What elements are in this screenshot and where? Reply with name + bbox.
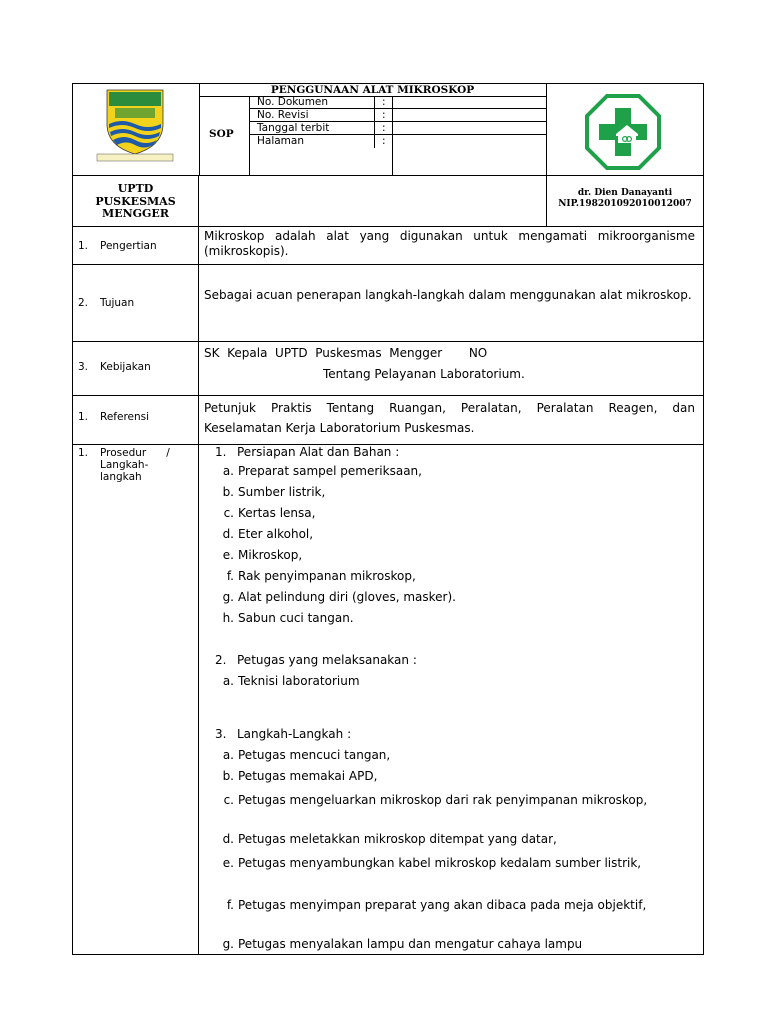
list-item: d. Petugas meletakkan mikroskop ditempat yang datar, [222, 832, 557, 846]
label-kebijakan: 3. Kebijakan [78, 361, 151, 373]
list-item: g. Alat pelindung diri (gloves, masker). [222, 590, 456, 604]
list-item: f. Rak penyimpanan mikroskop, [226, 569, 416, 583]
text-tujuan: Sebagai acuan penerapan langkah-langkah dalam menggunakan alat mikroskop. [204, 288, 692, 302]
procedure-group-3-title: Langkah-Langkah : [237, 727, 352, 741]
text-referensi: Petunjuk Praktis Tentang Ruangan, Peralatan, Peralatan Reagen, dan Keselamatan Kerja Laboratorium Puskesmas. [204, 401, 695, 435]
meta-tanggal-terbit: Tanggal terbit : [249, 122, 546, 135]
list-item: b. Sumber listrik, [222, 485, 326, 499]
list-item: e. Petugas menyambungkan kabel mikroskop kedalam sumber listrik, [222, 856, 642, 870]
sop-document [72, 83, 704, 955]
label-referensi: 1. Referensi [78, 411, 150, 423]
list-item: h. Sabun cuci tangan. [222, 611, 354, 625]
section-kebijakan [73, 342, 703, 396]
list-item: e. Mikroskop, [222, 548, 303, 562]
org-name: UPTD PUSKESMAS MENGGER [95, 182, 176, 220]
procedure-group-1-num: 1. [215, 445, 227, 459]
sop-label: SOP [209, 128, 234, 140]
section-tujuan [73, 265, 703, 342]
list-item: b. Petugas memakai APD, [222, 769, 378, 783]
label-prosedur: 1. Prosedur / Langkah- langkah [78, 447, 170, 483]
procedure-group-2-num: 2. [215, 653, 227, 667]
text-kebijakan-line2: Tentang Pelayanan Laboratorium. [323, 367, 525, 381]
label-tujuan: 2. Tujuan [78, 297, 135, 309]
section-prosedur [73, 445, 703, 954]
procedure-group-1-title: Persiapan Alat dan Bahan : [237, 445, 400, 459]
list-item: a. Petugas mencuci tangan, [222, 748, 391, 762]
procedure-group-3-num: 3. [215, 727, 227, 741]
text-pengertian: Mikroskop adalah alat yang digunakan untuk mengamati mikroorganisme (mikroskopis). [204, 229, 695, 258]
signatory-name: dr. Dien Danayanti [577, 188, 673, 198]
list-item: c. Petugas mengeluarkan mikroskop dari rak penyimpanan mikroskop, [223, 793, 648, 807]
text-kebijakan-line1: SK Kepala UPTD Puskesmas Mengger NO [204, 346, 488, 360]
puskesmas-cross-icon [583, 92, 663, 172]
org-row [73, 176, 703, 227]
meta-no-revisi: No. Revisi : [249, 109, 546, 122]
sop-cell [199, 84, 546, 176]
section-referensi [73, 396, 703, 445]
list-item: f. Petugas menyimpan preparat yang akan dibaca pada meja objektif, [226, 898, 647, 912]
signatory [547, 188, 703, 210]
list-item: c. Kertas lensa, [223, 506, 316, 520]
list-item: a. Preparat sampel pemeriksaan, [222, 464, 422, 478]
signatory-nip: NIP.198201092010012007 [558, 199, 692, 209]
city-emblem-icon [73, 84, 198, 176]
meta-halaman: Halaman : [257, 135, 386, 147]
list-item: a. Teknisi laboratorium [222, 674, 360, 688]
logo-cell [73, 84, 198, 176]
procedure-group-2-title: Petugas yang melaksanakan : [237, 653, 417, 667]
section-pengertian [73, 227, 703, 265]
list-item: d. Eter alkohol, [222, 527, 314, 541]
header-row [73, 84, 703, 176]
list-item: g. Petugas menyalakan lampu dan mengatur cahaya lampu [222, 937, 583, 951]
document-title: PENGGUNAAN ALAT MIKROSKOP [199, 84, 546, 97]
label-pengertian: 1. Pengertian [78, 240, 157, 252]
meta-no-dokumen: No. Dokumen : [249, 96, 546, 109]
